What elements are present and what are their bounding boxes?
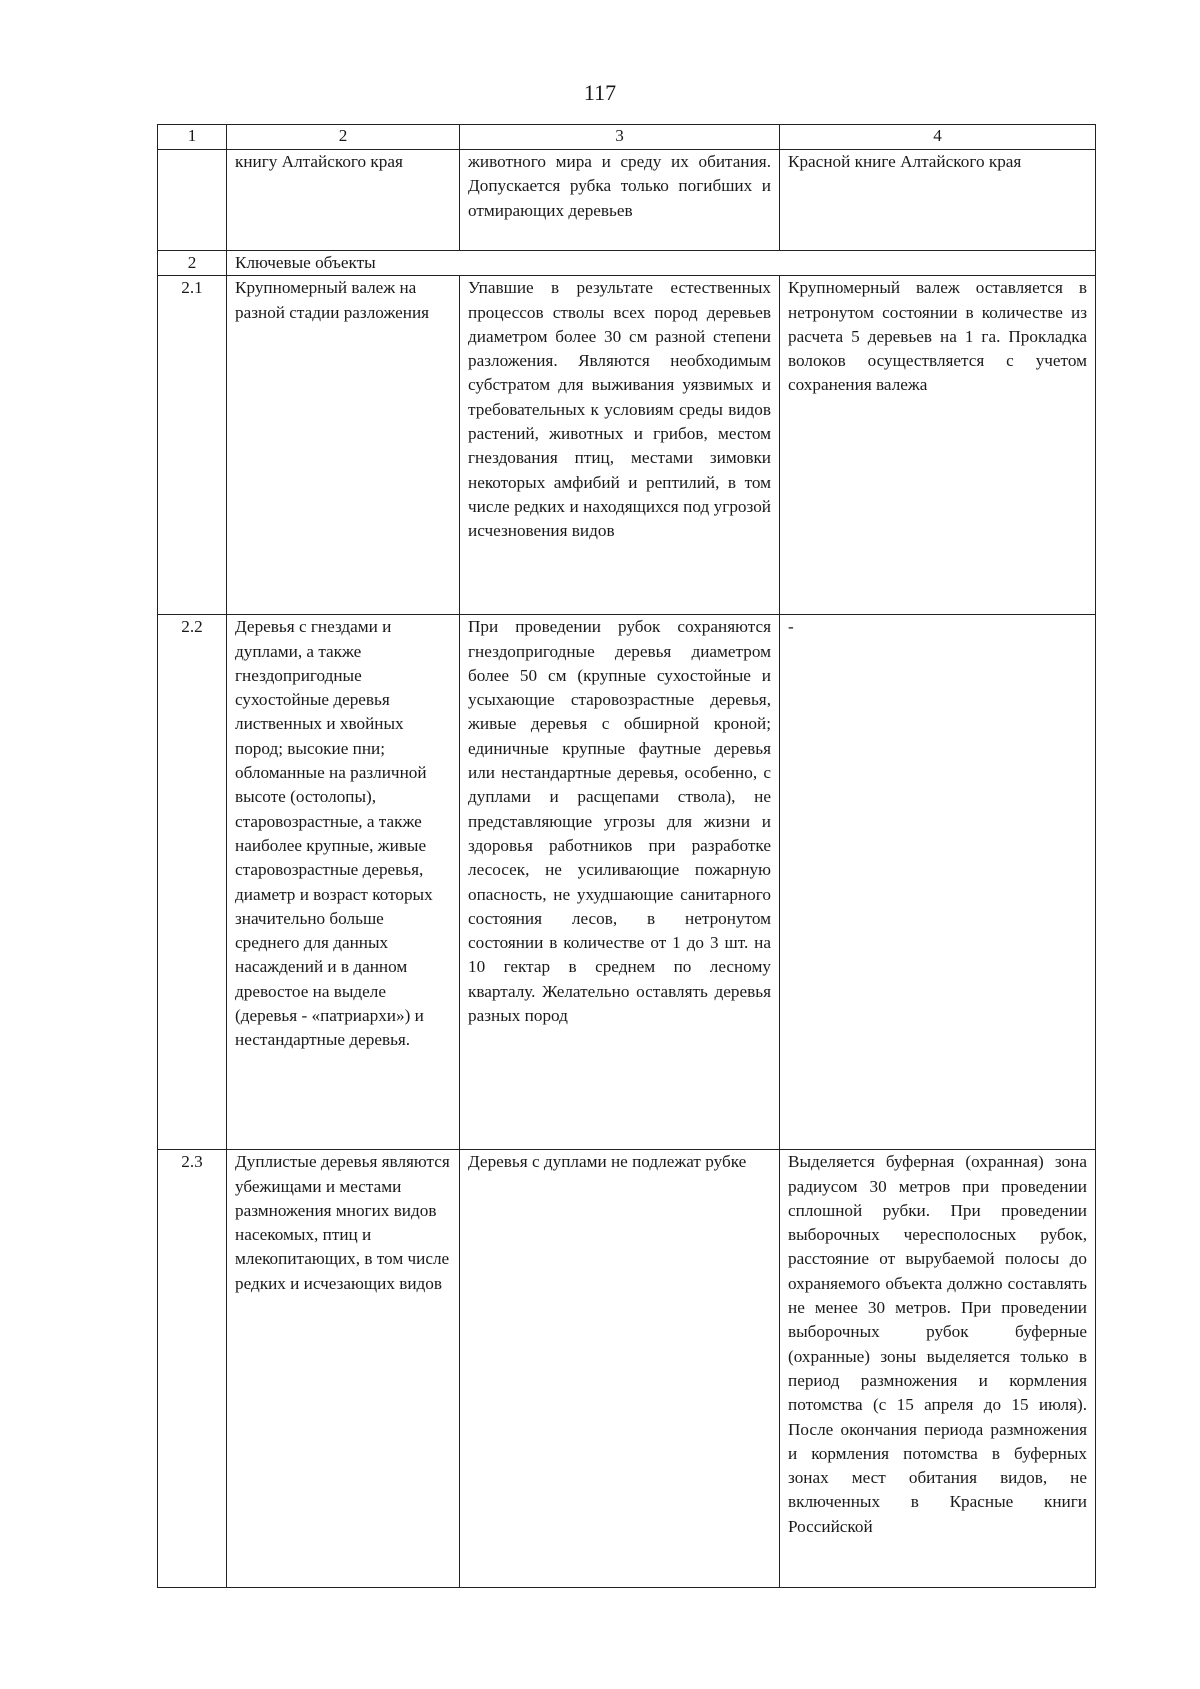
column-header-1: 1: [158, 125, 227, 150]
table-header-row: [158, 125, 1096, 150]
column-header-3: 3: [460, 125, 780, 150]
description-cell: При проведении рубок сохраняются гнездопригодные деревья диаметром более 50 см (крупные сухостойные и усыхающие старовозрастные деревья, живые деревья с обширной кроной; единичные крупные фаутные деревья или нестандартные деревья, особенно, с дуплами и расщепами ствола), не представляющие угрозы для жизни и здоровья работников при разработке лесосек, не усиливающие пожарную опасность, не ухудшающие санитарного состояния лесов, в нетронутом состоянии в количестве от 1 до 3 шт. на 10 гектар в среднем по лесному кварталу. Желательно оставлять деревья разных пород: [460, 615, 780, 1150]
column-header-4: 4: [780, 125, 1096, 150]
measures-cell: -: [780, 615, 1096, 1150]
column-header-2: 2: [227, 125, 460, 150]
row-number: 2: [158, 251, 227, 276]
row-number: 2.3: [158, 1150, 227, 1588]
table-row-2-1: [158, 276, 1096, 615]
table-row-2-2: [158, 615, 1096, 1150]
row-number: 2.2: [158, 615, 227, 1150]
measures-cell: Выделяется буферная (охранная) зона радиусом 30 метров при проведении сплошной рубки. При проведении выборочных чересполосных рубок, расстояние от вырубаемой полосы до охраняемого объекта должно составлять не менее 30 метров. При проведении выборочных рубок буферные (охранные) зоны выделяется только в период размножения и кормления потомства (с 15 апреля до 15 июля). После окончания периода размножения и кормления потомства в буферных зонах мест обитания видов, не включенных в Красные книги Российской: [780, 1150, 1096, 1588]
row-number: 2.1: [158, 276, 227, 615]
row-number: [158, 150, 227, 251]
description-cell: Деревья с дуплами не подлежат рубке: [460, 1150, 780, 1588]
measures-cell: Красной книге Алтайского края: [780, 150, 1096, 251]
object-cell: Крупномерный валеж на разной стадии разложения: [227, 276, 460, 615]
section-title: Ключевые объекты: [227, 251, 1096, 276]
description-cell: Упавшие в результате естественных процессов стволы всех пород деревьев диаметром более 30 см разной степени разложения. Являются необходимым субстратом для выживания уязвимых и требовательных к условиям среды видов растений, животных и грибов, местом гнездования птиц, местами зимовки некоторых амфибий и рептилий, в том числе редких и находящихся под угрозой исчезновения видов: [460, 276, 780, 615]
description-cell: животного мира и среду их обитания. Допускается рубка только погибших и отмирающих деревьев: [460, 150, 780, 251]
table-row-section: [158, 251, 1096, 276]
object-cell: Деревья с гнездами и дуплами, а также гнездопригодные сухостойные деревья лиственных и хвойных пород; высокие пни; обломанные на различной высоте (остолопы), старовозрастные, а также наиболее крупные, живые старовозрастные деревья, диаметр и возраст которых значительно больше среднего для данных насаждений и в данном древостое на выделе (деревья - «патриархи») и нестандартные деревья.: [227, 615, 460, 1150]
measures-cell: Крупномерный валеж оставляется в нетронутом состоянии в количестве из расчета 5 деревьев на 1 га. Прокладка волоков осуществляется с учетом сохранения валежа: [780, 276, 1096, 615]
page-number: 117: [583, 80, 617, 105]
object-cell: Дуплистые деревья являются убежищами и местами размножения многих видов насекомых, птиц и млекопитающих, в том числе редких и исчезающих видов: [227, 1150, 460, 1588]
table-row-continuation: [158, 150, 1096, 251]
table-row-2-3: [158, 1150, 1096, 1588]
document-table: [157, 124, 1096, 1588]
object-cell: книгу Алтайского края: [227, 150, 460, 251]
